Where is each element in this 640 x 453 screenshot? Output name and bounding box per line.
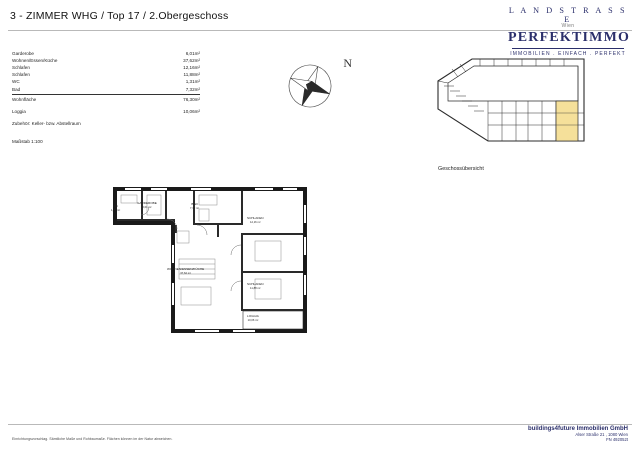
floor-overview-caption: Geschossübersicht <box>438 166 484 172</box>
room-area: 12,16 m² <box>249 220 261 224</box>
apartment-floorplan <box>105 175 320 365</box>
room-area: 1,31 m² <box>111 208 121 212</box>
room-name: BAD <box>191 202 198 206</box>
area-label: Schlafen <box>12 72 30 78</box>
area-label: Bad <box>12 86 21 92</box>
compass-north-label: N <box>343 56 352 70</box>
scale-note: Maßstab 1:100 <box>12 139 43 144</box>
room-area: 11,88 m² <box>250 286 261 290</box>
room-name: WC <box>112 204 119 208</box>
area-total-label: Wohnfläche <box>12 96 37 102</box>
footer-company-block <box>528 426 628 443</box>
table-row <box>12 108 200 115</box>
area-value: 10,06m² <box>183 108 200 114</box>
accessory-note: Zubehör: Keller- bzw. Abstellraum <box>12 121 81 126</box>
area-total-value: 76,30m² <box>183 96 200 102</box>
area-label: Loggia <box>12 108 26 114</box>
area-value: 11,88m² <box>183 72 200 78</box>
area-total-row <box>12 96 200 103</box>
area-value: 37,62m² <box>183 58 200 64</box>
table-row <box>12 86 200 93</box>
room-name: LOGGIA <box>247 314 259 318</box>
room-area: 37,62 m² <box>180 271 191 275</box>
area-value: 6,01m² <box>185 51 200 56</box>
company-logo <box>508 6 631 57</box>
room-area: 7,32 m² <box>190 206 200 210</box>
compass-rose <box>282 52 352 114</box>
area-total-divider <box>12 94 200 95</box>
area-value: 12,16m² <box>183 65 200 71</box>
table-row <box>12 78 200 85</box>
company-registration: FN 492052t <box>606 437 628 443</box>
company-address: Alser Straße 21 , 1080 Wien <box>575 431 628 437</box>
logo-line-wien: Wien <box>561 23 575 29</box>
company-name: buildings4future Immobilien GmbH <box>527 425 628 432</box>
room-label <box>247 315 259 322</box>
floor-overview-diagram <box>432 55 592 145</box>
room-name: WOHNEN/ESSEN/KÜCHE <box>167 267 205 271</box>
page-title: 3 - ZIMMER WHG / Top 17 / 2.Obergeschoss <box>10 10 229 22</box>
room-label <box>247 217 264 224</box>
disclaimer-text: Einrichtungsvorschlag. Sämtliche Maße und Rohbaumaße. Flächen können im der Natur abweichen. <box>12 437 173 441</box>
logo-line-perfektimmo: PERFEKTIMMO <box>508 30 631 45</box>
area-label: Garderobe <box>12 51 34 56</box>
room-label <box>167 268 204 275</box>
logo-tagline: IMMOBILIEN . EINFACH . PERFEKT <box>510 51 626 57</box>
logo-line-landstrasse: L A N D S T R A S S E <box>508 6 628 24</box>
room-area: 6,01 m² <box>142 205 152 209</box>
room-name: SCHLAFEN <box>247 282 264 286</box>
table-row <box>12 50 200 57</box>
room-name: GARDEROBE <box>137 201 157 205</box>
room-area: 10,06 m² <box>247 318 259 322</box>
area-label: Schlafen <box>12 65 30 71</box>
area-value: 7,32m² <box>185 86 200 92</box>
room-label <box>111 205 120 212</box>
room-label <box>190 203 199 210</box>
table-row <box>12 71 200 78</box>
room-name: SCHLAFEN <box>247 216 264 220</box>
area-value: 1,31m² <box>185 79 200 85</box>
room-label <box>137 202 157 209</box>
table-row <box>12 57 200 64</box>
area-table <box>12 50 200 115</box>
area-label: WC <box>12 79 20 85</box>
table-row <box>12 64 200 71</box>
area-label: Wohnen/Essen/Küche <box>12 58 58 64</box>
room-label <box>247 283 264 290</box>
logo-divider <box>512 48 624 49</box>
